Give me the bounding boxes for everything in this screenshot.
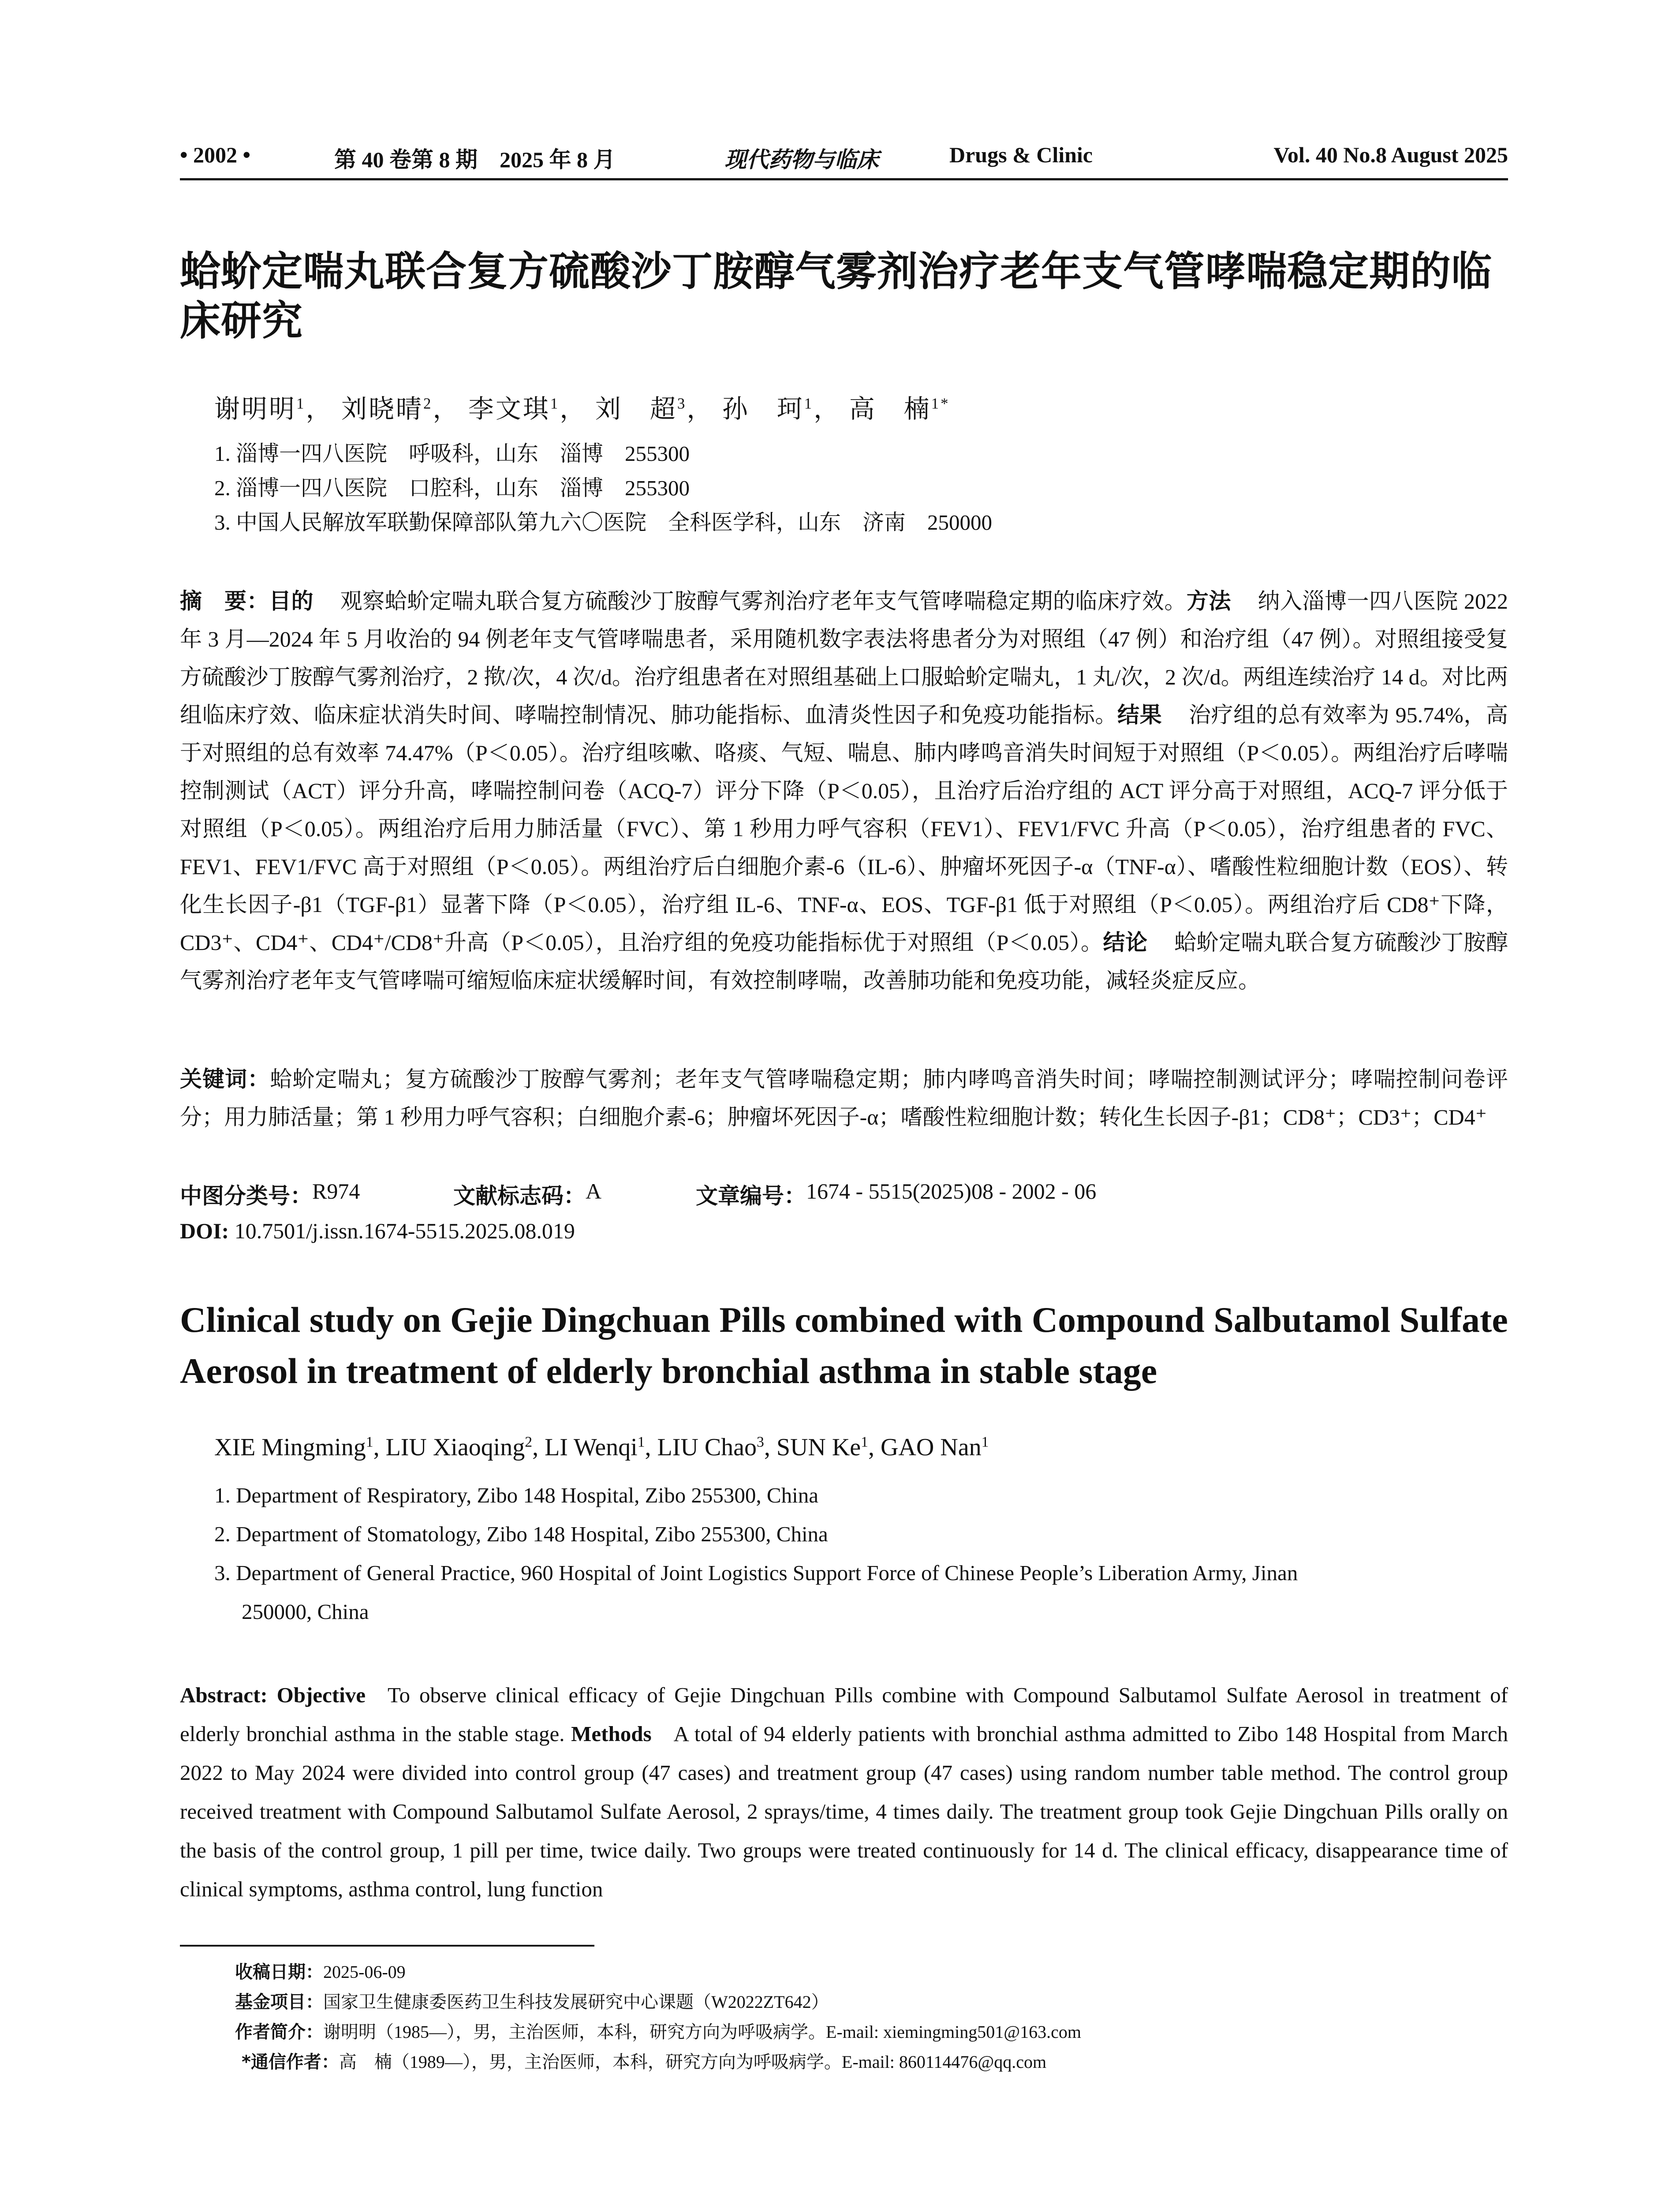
clc-label: 中图分类号： (180, 1183, 312, 1209)
author-name: LIU Chao (657, 1434, 757, 1461)
author-affil-mark: 1 (861, 1434, 868, 1450)
author-name: 谢明明 (214, 395, 297, 423)
keywords-label: 关键词： (180, 1066, 270, 1092)
issue-info-cn: 第 40 卷第 8 期 2025 年 8 月 (334, 147, 616, 172)
abstract-label: 摘 要： (180, 588, 269, 614)
footnote-label: 基金项目： (235, 1992, 323, 2012)
affiliation-en-1: 1. Department of Respiratory, Zibo 148 Hospital, Zibo 255300, China (214, 1483, 818, 1507)
objective-text: 观察蛤蚧定喘丸联合复方硫酸沙丁胺醇气雾剂治疗老年支气管哮喘稳定期的临床疗效。 (340, 589, 1187, 613)
author-affil-mark: 2 (423, 395, 433, 412)
affiliation-cn-1: 1. 淄博一四八医院 呼吸科，山东 淄博 255300 (214, 441, 690, 466)
affiliation-cn-2: 2. 淄博一四八医院 口腔科，山东 淄博 255300 (214, 476, 690, 500)
footnote-label: *通信作者： (242, 2052, 339, 2072)
conclusion-text: 蛤蚧定喘丸联合复方硫酸沙丁胺醇气雾剂治疗老年支气管哮喘可缩短临床症状缓解时间，有效控制哮喘，改善肺功能和免疫功能，减轻炎症反应。 (180, 930, 1508, 993)
author-name: 李文琪 (468, 395, 550, 423)
author-name: SUN Ke (776, 1434, 861, 1461)
author-affil-mark: 1 (366, 1434, 373, 1450)
footnote-text: 国家卫生健康委医药卫生科技发展研究中心课题（W2022ZT642） (323, 1992, 829, 2012)
author-affil-mark: 1 (296, 395, 306, 412)
author-affil-mark: 1 (550, 395, 560, 412)
methods-en-text: A total of 94 elderly patients with bronchial asthma admitted to Zibo 148 Hospital from March 2022 to May 2024 were divided into control group (47 cases) and treatment group (47 cases) using random number table method. The control group received treatment with Compound Salbutamol Sulfate Aerosol, 2 sprays/time, 4 times daily. The treatment group took Gejie Dingchuan Pills orally on the basis of the control group, 1 pill per time, twice daily. Two groups were treated continuously for 14 d. The clinical efficacy, disappearance time of clinical symptoms, asthma control, lung function (180, 1722, 1508, 1901)
author-name: 刘 超 (595, 395, 677, 423)
author-name: 高 楠 (849, 395, 931, 423)
footnote-label: 收稿日期： (235, 1962, 323, 1982)
footnote-text: 谢明明（1985—），男，主治医师，本科，研究方向为呼吸病学。E-mail: xiemingming501@163.com (323, 2022, 1081, 2042)
journal-name-cn: 现代药物与临床 (724, 147, 879, 172)
abstract-en (180, 1676, 1508, 1909)
doc-code-label: 文献标志码： (453, 1183, 586, 1209)
footnote-label: 作者简介： (235, 2022, 323, 2042)
objective-label: 目的 (269, 588, 314, 614)
results-label: 结果 (1117, 702, 1162, 728)
keywords-cn (180, 1060, 1508, 1136)
footnote-text: 2025-06-09 (323, 1962, 406, 1982)
article-title-cn: 蛤蚧定喘丸联合复方硫酸沙丁胺醇气雾剂治疗老年支气管哮喘稳定期的临床研究 (180, 248, 1493, 344)
affiliation-cn-3: 3. 中国人民解放军联勤保障部队第九六〇医院 全科医学科，山东 济南 250000 (214, 510, 993, 534)
issue-info-en: Vol. 40 No.8 August 2025 (1273, 142, 1508, 167)
page-number: • 2002 • (180, 142, 251, 167)
author-affil-mark: 1* (931, 395, 950, 412)
affiliation-en-3: 3. Department of General Practice, 960 Hospital of Joint Logistics Support Force of Chinese People’s Liberation Army, Jinan (214, 1561, 1298, 1585)
author-affil-mark: 1 (981, 1434, 989, 1450)
objective-en-text: To observe clinical efficacy of Gejie Dingchuan Pills combine with Compound Salbutamol Sulfate Aerosol in treatment of elderly bronchial asthma in the stable stage. (180, 1683, 1508, 1746)
results-text: 治疗组的总有效率为 95.74%，高于对照组的总有效率 74.47%（P＜0.05）。治疗组咳嗽、咯痰、气短、喘息、肺内哮鸣音消失时间短于对照组（P＜0.05）。两组治疗后哮喘控制测试（ACT）评分升高，哮喘控制问卷（ACQ-7）评分下降（P＜0.05），且治疗后治疗组的 ACT 评分高于对照组，ACQ-7 评分低于对照组（P＜0.05）。两组治疗后用力肺活量（FVC）、第 1 秒用力呼气容积（FEV1）、FEV1/FVC 升高（P＜0.05），治疗组患者的 FVC、FEV1、FEV1/FVC 高于对照组（P＜0.05）。两组治疗后白细胞介素-6（IL-6）、肿瘤坏死因子-α（TNF-α）、嗜酸性粒细胞计数（EOS）、转化生长因子-β1（TGF-β1）显著下降（P＜0.05），治疗组 IL-6、TNF-α、EOS、TGF-β1 低于对照组（P＜0.05）。两组治疗后 CD8⁺下降，CD3⁺、CD4⁺、CD4⁺/CD8⁺升高（P＜0.05），且治疗组的免疫功能指标优于对照组（P＜0.05）。 (180, 703, 1508, 955)
journal-name-en: Drugs & Clinic (949, 142, 1093, 167)
abstract-cn (180, 582, 1508, 999)
author-affil-mark: 1 (637, 1434, 645, 1450)
author-name: 刘晓晴 (341, 395, 423, 423)
author-name: XIE Mingming (214, 1434, 366, 1461)
footnote-received (235, 1958, 406, 1983)
author-name: 孙 珂 (722, 395, 804, 423)
footnote-corresponding (242, 2048, 1046, 2073)
affiliation-en-3-cont: 250000, China (242, 1600, 369, 1624)
article-title-en: Clinical study on Gejie Dingchuan Pills combined with Compound Salbutamol Sulfate Aerosol in treatment of elderly bronchial asthma in stable stage (180, 1300, 1508, 1391)
author-affil-mark: 2 (525, 1434, 533, 1450)
author-name: LI Wenqi (545, 1434, 638, 1461)
footnote-funding (235, 1988, 829, 2013)
conclusion-label: 结论 (1103, 930, 1148, 955)
doc-code-value: A (586, 1179, 602, 1203)
author-list-en: XIE Mingming$^1$, LIU Xiaoqing$^2$, LI Wenqi$^1$, LIU Chao$^3$, SUN Ke$^1$, GAO Nan$^1$ (214, 1434, 989, 1461)
methods-label: 方法 (1186, 588, 1231, 614)
article-no-value: 1674 - 5515(2025)08 - 2002 - 06 (806, 1179, 1097, 1203)
methods-text: 纳入淄博一四八医院 2022 年 3 月—2024 年 5 月收治的 94 例老年支气管哮喘患者，采用随机数字表法将患者分为对照组（47 例）和治疗组（47 例）。对照组接受复方硫酸沙丁胺醇气雾剂治疗，2 揿/次，4 次/d。治疗组患者在对照组基础上口服蛤蚧定喘丸，1 丸/次，2 次/d。两组连续治疗 14 d。对比两组临床疗效、临床症状消失时间、哮喘控制情况、肺功能指标、血清炎性因子和免疫功能指标。 (180, 589, 1508, 727)
author-name: GAO Nan (880, 1434, 982, 1461)
footnote-text: 高 楠（1989—），男，主治医师，本科，研究方向为呼吸病学。E-mail: 860114476@qq.com (339, 2052, 1047, 2072)
author-list-cn: 谢明明$^1$， 刘晓晴$^2$， 李文琪$^1$， 刘 超$^3$， 孙 珂$^1$， 高 楠$^{1*}$ (214, 395, 950, 423)
author-name: LIU Xiaoqing (385, 1434, 525, 1461)
doi-line (180, 1218, 575, 1244)
abstract-en-label: Abstract: Objective (180, 1683, 366, 1707)
keywords-text: 蛤蚧定喘丸；复方硫酸沙丁胺醇气雾剂；老年支气管哮喘稳定期；肺内哮鸣音消失时间；哮喘控制测试评分；哮喘控制问卷评分；用力肺活量；第 1 秒用力呼气容积；白细胞介素-6；肿瘤坏死因子-α；嗜酸性粒细胞计数；转化生长因子-β1；CD8⁺；CD3⁺；CD4⁺ (180, 1067, 1508, 1129)
clc-value: R974 (312, 1179, 360, 1203)
author-affil-mark: 3 (677, 395, 687, 412)
doi-value: 10.7501/j.issn.1674-5515.2025.08.019 (234, 1218, 575, 1243)
author-affil-mark: 3 (757, 1434, 764, 1450)
affiliation-en-2: 2. Department of Stomatology, Zibo 148 Hospital, Zibo 255300, China (214, 1522, 828, 1546)
author-affil-mark: 1 (804, 395, 814, 412)
running-header (180, 141, 1508, 180)
methods-en-label: Methods (571, 1722, 652, 1746)
footnote-divider (180, 1945, 594, 1947)
footnote-author-bio (235, 2018, 1081, 2043)
article-no-label: 文章编号： (696, 1183, 806, 1209)
doi-label: DOI: (180, 1218, 229, 1243)
